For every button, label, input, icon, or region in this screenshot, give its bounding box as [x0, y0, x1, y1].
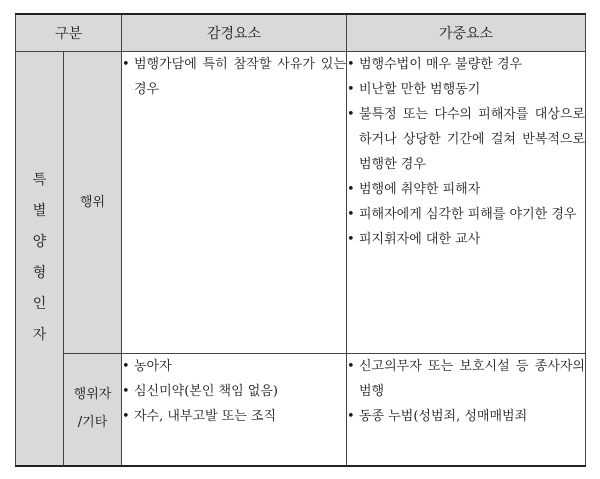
row-label-actor-line1: 행위자 [73, 387, 112, 403]
row-label-act [64, 52, 122, 354]
list-item: • 범행에 취약한 피해자 [347, 177, 585, 202]
side-label-char: 자 [32, 327, 47, 344]
header-mitigating: 감경요소 [122, 14, 347, 52]
side-label-char: 별 [32, 203, 47, 220]
row-label-act-text: 행위 [79, 194, 106, 210]
actor-mitigating-cell [122, 354, 347, 466]
header-aggravating: 가중요소 [347, 14, 586, 52]
table-header-row [16, 14, 586, 52]
act-mitigating-cell [122, 52, 347, 354]
list-item: • 범행수법이 매우 불량한 경우 [347, 52, 585, 77]
header-category: 구분 [16, 14, 122, 52]
list-item: • 비난할 만한 범행동기 [347, 77, 585, 102]
side-label-char: 양 [32, 234, 47, 251]
row-label-actor [64, 354, 122, 466]
list-item: • 불특정 또는 다수의 피해자를 대상으로 하거나 상당한 기간에 걸쳐 반복적으로 범행한 경우 [347, 102, 585, 177]
list-item: • 자수, 내부고발 또는 조직 [122, 404, 346, 429]
row-label-actor-line2: /기타 [77, 415, 108, 431]
sentencing-factors-table [15, 13, 586, 467]
side-label-char: 특 [32, 172, 47, 189]
list-item: • 동종 누범(성범죄, 성매매범죄 [347, 404, 585, 429]
act-aggravating-cell [347, 52, 586, 354]
list-item: • 피해자에게 심각한 피해를 야기한 경우 [347, 202, 585, 227]
table-row-actor [16, 354, 586, 466]
list-item: • 범행가담에 특히 참작할 사유가 있는 경우 [122, 52, 346, 102]
actor-aggravating-cell [347, 354, 586, 466]
list-item: • 농아자 [122, 354, 346, 379]
table-row-act [16, 52, 586, 354]
list-item: • 심신미약(본인 책임 없음) [122, 379, 346, 404]
list-item: • 피지휘자에 대한 교사 [347, 227, 585, 252]
side-label-char: 인 [32, 296, 47, 313]
side-label-char: 형 [32, 265, 47, 282]
special-sentencing-factors-label [16, 52, 64, 466]
list-item: • 신고의무자 또는 보호시설 등 종사자의 범행 [347, 354, 585, 404]
